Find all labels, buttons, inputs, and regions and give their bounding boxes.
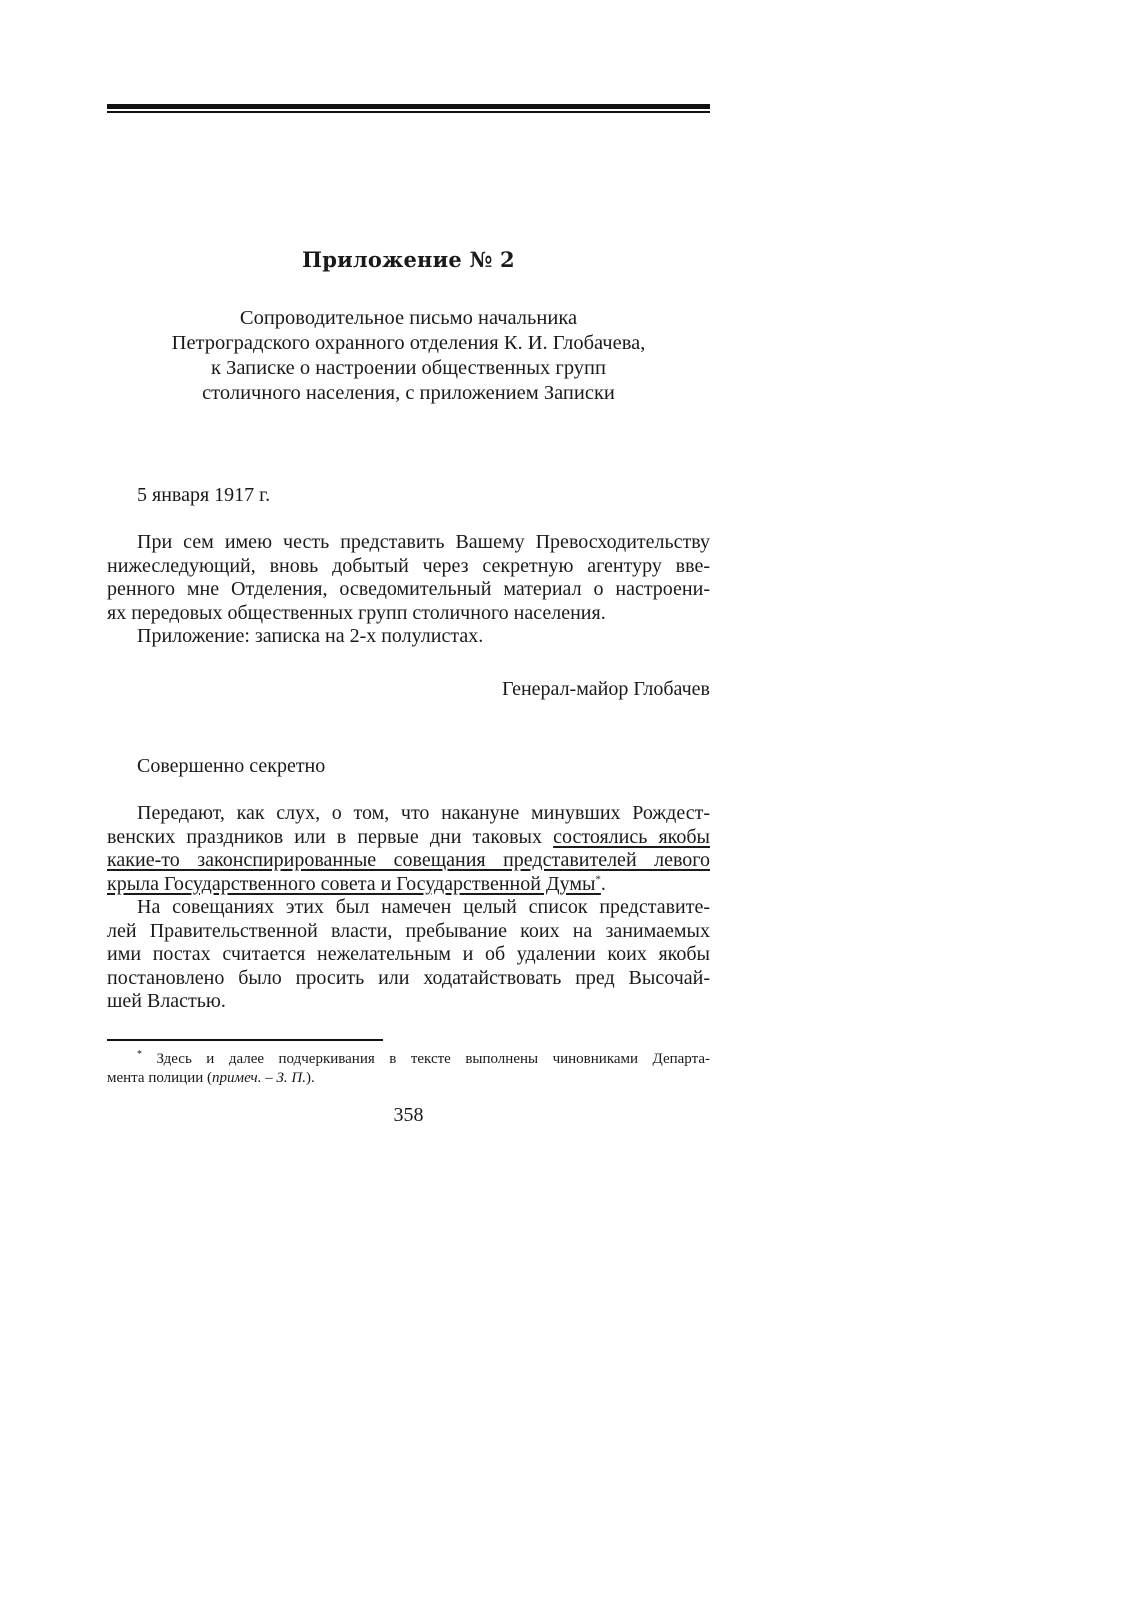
signature: Генерал-майор Глобачев xyxy=(502,678,710,700)
cover-letter-text xyxy=(107,531,710,649)
footnote-mark: * xyxy=(137,1049,142,1060)
footnote xyxy=(107,1050,710,1088)
text-line: Передают, как слух, о том, что накануне минувших Рождест- xyxy=(137,802,710,824)
letter-date: 5 января 1917 г. xyxy=(137,484,271,506)
classification-label: Совершенно секретно xyxy=(137,755,326,777)
footnote-line xyxy=(107,1069,710,1088)
editor-note: примеч. – З. П. xyxy=(212,1070,306,1086)
text-segment: крыла Государственного совета и Государственной Думы xyxy=(107,872,596,895)
text-line: шей Властью. xyxy=(107,990,226,1012)
underlined-text-line: какие-то законспирированные совещания представителей левого xyxy=(107,849,710,871)
subtitle-line: столичного населения, с приложением Записки xyxy=(202,382,615,404)
text-line: ими постах считается нежелательным и об удалении коих якобы xyxy=(107,943,710,965)
subtitle-line: Петроградского охранного отделения К. И. Глобачева, xyxy=(171,332,646,354)
header-rule-thin xyxy=(107,111,710,113)
text-segment: . xyxy=(600,872,606,895)
text-line: лей Правительственной власти, пребывание коих на занимаемых xyxy=(107,919,710,942)
subtitle-line: к Записке о настроении общественных групп xyxy=(211,357,606,379)
appendix-heading: Приложение № 2 xyxy=(302,247,515,272)
subtitle-line: Сопроводительное письмо начальника xyxy=(239,307,578,329)
text-line: На совещаниях этих был намечен целый список представите- xyxy=(137,896,710,918)
footnote-reference[interactable]: * xyxy=(595,872,601,885)
text-segment: венских праздников или в первые дни таковых xyxy=(107,825,554,848)
text-segment: мента полиции ( xyxy=(107,1070,212,1086)
footnote-separator xyxy=(107,1039,383,1041)
text-line: нижеследующий, вновь добытый через секретную агентуру вве- xyxy=(107,554,710,577)
text-segment: Здесь и далее подчеркивания в тексте выполнены чиновниками Департа- xyxy=(156,1051,710,1067)
document-subtitle xyxy=(107,306,710,406)
secret-note-text xyxy=(107,802,710,1014)
text-line xyxy=(107,826,710,850)
text-line: Приложение: записка на 2-х полулистах. xyxy=(137,625,484,647)
header-rule-thick xyxy=(107,104,710,109)
page-number: 358 xyxy=(393,1104,424,1126)
text-line xyxy=(107,873,710,897)
text-line: ях передовых общественных групп столичного населения. xyxy=(107,601,606,624)
footnote-line xyxy=(107,1050,710,1069)
text-line: ренного мне Отделения, осведомительный материал о настроени- xyxy=(107,578,710,600)
underlined-text xyxy=(107,873,601,895)
text-line: При сем имею честь представить Вашему Превосходительству xyxy=(137,531,710,553)
underlined-text: состоялись якобы xyxy=(553,825,710,848)
text-line: постановлено было просить или ходатайствовать пред Высочай- xyxy=(107,966,710,989)
text-segment: ). xyxy=(305,1070,315,1086)
